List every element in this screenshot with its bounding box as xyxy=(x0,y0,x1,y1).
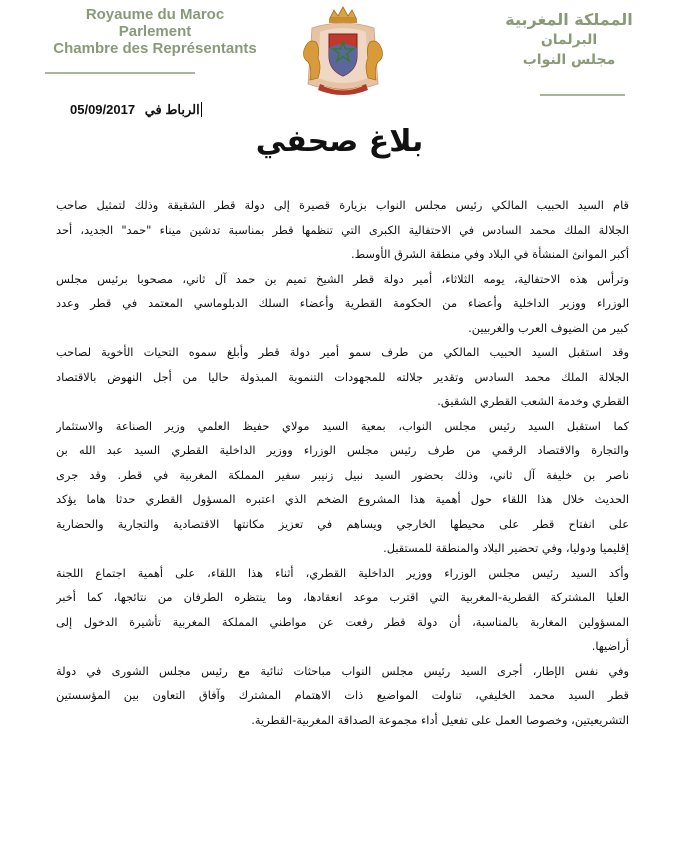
header-arabic-line: البرلمان xyxy=(540,32,598,48)
body-text-line: القطري وخدمة الشعب القطري الشقيق. xyxy=(437,394,629,408)
header-french-line: Parlement xyxy=(118,23,192,40)
header-arabic-line: المملكة المغربية xyxy=(505,10,633,29)
header-arabic-line: مجلس النواب xyxy=(522,52,616,68)
body-text-line: الجلالة الملك محمد السادس في الاحتفالية الكبرى التي تنظمها قطر بمناسبة تدشين ميناء "حمد" الجديد، أحد xyxy=(56,222,629,237)
body-text-line: ناصر بن خليفة آل ثاني، وذلك بحضور السيد نبيل زنيبر سفير المملكة المغربية في قطر. وقد جرى xyxy=(56,467,629,482)
header-french-line: Chambre des Représentants xyxy=(53,40,257,57)
body-text-line: قام السيد الحبيب المالكي رئيس مجلس النواب بزيارة قصيرة إلى دولة قطر الشقيقة وذلك لتمثيل صاحب xyxy=(56,198,629,212)
body-text-line: قطر السيد محمد الخليفي، تناولت المواضيع ذات الاهتمام المشترك وآفاق التعاون بين المؤسستين xyxy=(56,688,629,702)
body-text-line: والتجارة والاقتصاد الرقمي من طرف رئيس مجلس الوزراء ووزير الداخلية القطري السيد عبد الله بن xyxy=(56,443,629,457)
dateline xyxy=(70,102,202,118)
header-left-rule xyxy=(45,72,195,74)
page-title: بلاغ صحفي xyxy=(255,124,424,159)
date-label: الرباط في xyxy=(144,102,200,117)
body-text-line: كما استقبل السيد رئيس مجلس النواب، بمعية السيد مولاي حفيظ العلمي وزير الصناعة والاستثمار xyxy=(56,418,629,433)
body-text-line: على انفتاح قطر على محيطها الخارجي ويساهم في تعزيز مكانتها الاقتصادية والتجارية والحضارية xyxy=(56,516,629,531)
body-text-line: أكبر الموانئ المنشأة في البلاد وفي منطقة الشرق الأوسط. xyxy=(350,247,629,261)
body-text-line: المسؤولين المغاربة بالمناسبة، أن دولة قطر رفعت عن مواطني المملكة المغربية تأشيرة الدخول إلى xyxy=(56,614,629,629)
header-arabic-block xyxy=(499,10,639,70)
body-text-line: الوزراء ووزير الداخلية وأعضاء من الحكومة القطرية وأعضاء السلك الدبلوماسي المعتمد في قطر وعدد xyxy=(56,296,629,310)
header-french-line: Royaume du Maroc xyxy=(85,6,225,23)
body-text-line: إقليميا ودوليا، وفي تحضير البلاد والمنطقة للمستقبل. xyxy=(383,541,629,555)
text-cursor xyxy=(201,102,202,117)
press-release-body xyxy=(56,193,629,732)
body-text-line: وترأس هذه الاحتفالية، يومه الثلاثاء، أمير دولة قطر الشيخ تميم بن حمد آل ثاني، مصحوبا برئيس مجلس xyxy=(56,271,629,286)
body-text-line: وفي نفس الإطار، أجرى السيد رئيس مجلس النواب مباحثات ثنائية مع رئيس مجلس الشورى في دولة xyxy=(56,663,629,678)
body-text-line: وقد استقبل السيد الحبيب المالكي من طرف سمو أمير دولة قطر وأبلغ سموه التحيات الأخوية لصاحب xyxy=(56,345,629,359)
body-text-line: وأكد السيد رئيس مجلس الوزراء ووزير الداخلية القطري، أثناء هذا اللقاء، على أهمية اجتماع اللجنة xyxy=(56,565,629,580)
body-text-line: كبير من الضيوف العرب والغربيين. xyxy=(468,320,629,335)
body-text-line: العليا المشتركة القطرية-المغربية التي اقترب موعد انعقادها، وما ينتظره الطرفان من نتائجها، كما أخبر xyxy=(56,590,629,604)
header-french-block xyxy=(30,6,280,57)
header-right-rule xyxy=(540,94,625,96)
body-text-line: الجلالة الملك محمد السادس وتقدير جلالته للمجهودات التنموية المبذولة حاليا من أجل النهوض بالاقتصاد xyxy=(56,369,629,384)
body-text-line: التشريعيتين، وخصوصا العمل على تفعيل أداء مجموعة الصداقة المغربية-القطرية. xyxy=(251,712,629,727)
date-value: 05/09/2017 xyxy=(70,102,136,117)
moroccan-coat-of-arms-icon xyxy=(298,4,388,100)
body-text-line: الحديث خلال هذا اللقاء حول أهمية هذا المشروع الضخم الذي اعتبره المسؤول القطري حدثا هاما يؤكد xyxy=(56,492,629,506)
body-text-line: أراضيها. xyxy=(591,639,629,653)
